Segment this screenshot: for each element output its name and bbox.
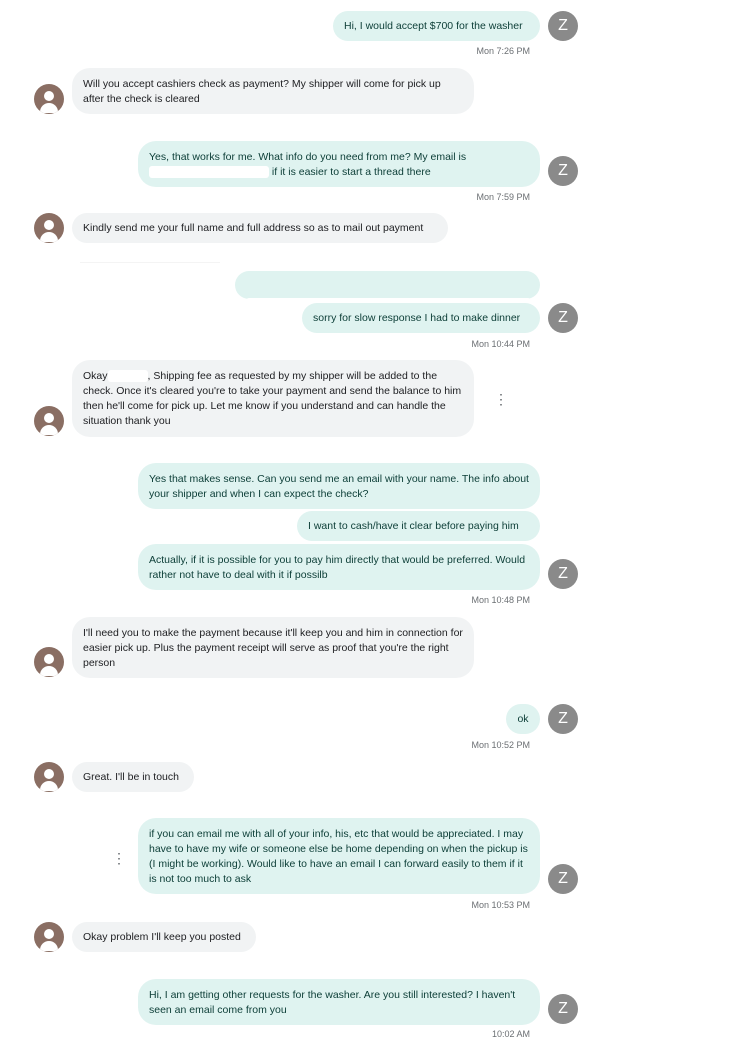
outgoing-message[interactable] xyxy=(138,141,540,187)
more-vert-icon[interactable]: ⋮ xyxy=(112,850,126,866)
incoming-message[interactable]: Kindly send me your full name and full address so as to mail out payment xyxy=(72,213,448,243)
sender-avatar-icon[interactable] xyxy=(34,84,64,114)
contact-avatar[interactable]: Z xyxy=(548,303,578,333)
outgoing-message[interactable]: Yes that makes sense. Can you send me an email with your name. The info about your shipper and when I can expect the check? xyxy=(138,463,540,509)
contact-avatar[interactable]: Z xyxy=(548,156,578,186)
incoming-message[interactable]: I'll need you to make the payment because it'll keep you and him in connection for easier pick up. Plus the payment receipt will serve as proof that you're the right person xyxy=(72,617,474,678)
incoming-message[interactable] xyxy=(72,360,474,437)
message-text: , Shipping fee as requested by my shipper will be added to the check. Once it's cleared you're to take your payment and send the balance to him then he'll come for pick up. Let me know if you understand and can handle the situation thank you xyxy=(83,370,462,427)
message-timestamp: Mon 10:52 PM xyxy=(471,740,530,750)
sender-avatar-icon[interactable] xyxy=(34,762,64,792)
message-text: Yes, that works for me. What info do you need from me? My email is xyxy=(149,151,467,163)
sender-avatar-icon[interactable] xyxy=(34,406,64,436)
divider xyxy=(80,262,220,263)
outgoing-message[interactable]: I want to cash/have it clear before paying him xyxy=(297,511,540,541)
message-text: if it is easier to start a thread there xyxy=(271,166,431,178)
contact-avatar[interactable]: Z xyxy=(548,864,578,894)
redacted-name xyxy=(108,370,148,382)
message-timestamp: 10:02 AM xyxy=(491,1029,530,1039)
incoming-message[interactable]: Okay problem I'll keep you posted xyxy=(72,922,256,952)
outgoing-message[interactable]: Hi, I would accept $700 for the washer xyxy=(333,11,540,41)
incoming-message[interactable]: Will you accept cashiers check as payment? My shipper will come for pick up after the check is cleared xyxy=(72,68,474,114)
sender-avatar-icon[interactable] xyxy=(34,922,64,952)
outgoing-message[interactable]: Hi, I am getting other requests for the washer. Are you still interested? I haven't seen an email come from you xyxy=(138,979,540,1025)
message-timestamp: Mon 7:59 PM xyxy=(476,192,530,202)
message-text: Okay xyxy=(83,370,108,382)
message-timestamp: Mon 7:26 PM xyxy=(476,46,530,56)
message-timestamp: Mon 10:48 PM xyxy=(471,595,530,605)
contact-avatar[interactable]: Z xyxy=(548,704,578,734)
outgoing-message[interactable]: Actually, if it is possible for you to pay him directly that would be preferred. Would rather not have to deal with it if possilb xyxy=(138,544,540,590)
more-vert-icon[interactable]: ⋮ xyxy=(494,391,508,407)
contact-avatar[interactable]: Z xyxy=(548,559,578,589)
sender-avatar-icon[interactable] xyxy=(34,213,64,243)
outgoing-message[interactable]: ok xyxy=(506,704,540,734)
message-timestamp: Mon 10:53 PM xyxy=(471,900,530,910)
contact-avatar[interactable]: Z xyxy=(548,11,578,41)
message-timestamp: Mon 10:44 PM xyxy=(471,339,530,349)
outgoing-message[interactable]: if you can email me with all of your info, his, etc that would be appreciated. I may have to have my wife or someone else be home depending on when the pickup is (I might be working). Would like to have an email I can forward easily to them if it is not too much to ask xyxy=(138,818,540,894)
incoming-message[interactable]: Great. I'll be in touch xyxy=(72,762,194,792)
redacted-email xyxy=(149,166,269,178)
sender-avatar-icon[interactable] xyxy=(34,647,64,677)
contact-avatar[interactable]: Z xyxy=(548,994,578,1024)
outgoing-message-obscured[interactable] xyxy=(235,271,540,299)
outgoing-message[interactable]: sorry for slow response I had to make dinner xyxy=(302,303,540,333)
